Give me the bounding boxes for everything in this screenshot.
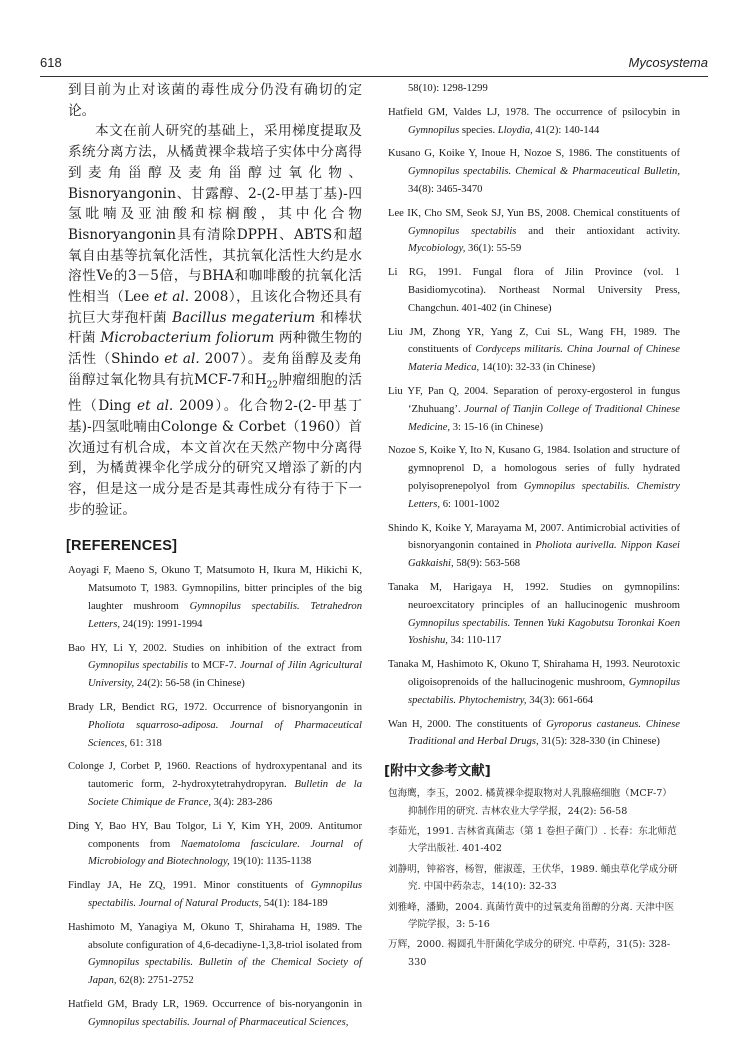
reference-item: Bao HY, Li Y, 2002. Studies on inhibition of the extract from Gymnopilus spectabilis to MCF-7. Journal of Jilin Agricultural University, 24(2): 56-58 (in Chinese) [68, 642, 362, 690]
reference-item: Hatfield GM, Valdes LJ, 1978. The occurrence of psilocybin in Gymnopilus species. Lloydia, 41(2): 140-144 [388, 106, 680, 136]
reference-item: Kusano G, Koike Y, Inoue H, Nozoe S, 1986. The constituents of Gymnopilus spectabilis. Chemical & Pharmaceutical Bulletin, 34(8): 3465-3470 [388, 148, 680, 195]
reference-item: Colonge J, Corbet P, 1960. Reactions of hydroxypentanal and its tautomeric form, 2-hydroxytetrahydropyran. Bulletin de la Societe Chimique de France, 3(4): 283-286 [68, 761, 363, 809]
reference-item: Brady LR, Bendict RG, 1972. Occurrence of bisnoryangonin in Pholiota squarroso-adiposa. Journal of Pharmaceutical Sciences, 61: 318 [68, 702, 362, 749]
reference-item: Nozoe S, Koike Y, Ito N, Kusano G, 1984. Isolation and structure of gymnoprenol D, a homologous series of fully hydrated polyisoprenepolyol from Gymnopilus spectabilis. Chemistry Letters, 6: 1001-1002 [388, 445, 680, 510]
reference-item: Hashimoto M, Yanagiya M, Okuno T, Shirahama H, 1989. The absolute configuration of 4,6-decadiyne-1,3,8-triol isolated from Gymnopilus spectabilis. Bulletin of the Chemical Society of Japan, 62(8): 2751-2752 [68, 921, 362, 987]
reference-item: Ding Y, Bao HY, Bau Tolgor, Li Y, Kim YH, 2009. Antitumor components from Naematoloma fasciculare. Journal of Microbiology and Biotechnology, 19(10): 1135-1138 [68, 820, 362, 868]
reference-item: Tanaka M, Harigaya H, 1992. Studies on gymnopilins: neuroexcitatory principles of an hallucinogenic mushroom Gymnopilus spectabilis. Tennen Yuki Kagobutsu Toronkai Koen Yoshishu, 34: 110-117 [388, 581, 680, 647]
reference-item: Li RG, 1991. Fungal flora of Jilin Province (vol. 1 Basidiomycotina). Northeast Normal University Press, Changchun. 401-402 (in Chinese) [388, 267, 680, 314]
chinese-reference-item: 刘静明，钟裕容，杨智，催淑莲，王伏华，1989. 蛹虫草化学成分研究. 中国中药杂志，14(10): 32-33 [388, 863, 678, 893]
reference-item: Hatfield GM, Brady LR, 1969. Occurrence of bis-noryangonin in Gymnopilus spectabilis. Journal of Pharmaceutical Sciences, [68, 999, 362, 1028]
journal-name: Mycosystema [628, 55, 708, 70]
reference-item: Findlay JA, He ZQ, 1991. Minor constituents of Gymnopilus spectabilis. Journal of Natural Products, 54(1): 184-189 [68, 880, 362, 910]
page-header [40, 54, 708, 77]
references-list-left [68, 562, 362, 1031]
reference-item: Lee IK, Cho SM, Seok SJ, Yun BS, 2008. Chemical constituents of Gymnopilus spectabilis and their antioxidant activity. Mycobiology, 36(1): 55-59 [388, 207, 680, 255]
reference-item: 58(10): 1298-1299 [408, 83, 488, 94]
reference-item: Tanaka M, Hashimoto K, Okuno T, Shirahama H, 1993. Neurotoxic oligoisoprenoids of the hallucinogenic mushroom, Gymnopilus spectabilis. Phytochemistry, 34(3): 661-664 [388, 659, 680, 706]
chinese-reference-item: 包海鹰，李玉，2002. 橘黄裸伞提取物对人乳腺癌细胞（MCF-7）抑制作用的研究. 吉林农业大学学报，24(2): 56-58 [388, 788, 672, 817]
page-number: 618 [40, 55, 62, 70]
chinese-reference-item: 万辉，2000. 褐圆孔牛肝菌化学成分的研究. 中草药，31(5): 328-330 [388, 939, 671, 968]
chinese-references-list [388, 785, 680, 971]
references-list-right [388, 80, 680, 751]
paragraph-2: 本文在前人研究的基础上，采用梯度提取及系统分离方法，从橘黄裸伞栽培子实体中分离得到麦角甾醇及麦角甾醇过氧化物、Bisnoryangonin、甘露醇、2-(2-甲基丁基)-四氢吡喃及亚油酸和棕榈酸，其中化合物Bisnoryangonin具有清除DPPH、ABTS和超氧自由基等抗氧化活性，其抗氧化活性大约是水溶性Ve的3－5倍，与BHA和咖啡酸的抗氧化活性相当（Lee et al. 2008），且该化合物还具有抗巨大芽孢杆菌 Bacillus megaterium 和棒状杆菌 Microbacterium foliorum 两种微生物的活性（Shindo et al. 2007）。麦角甾醇及麦角甾醇过氧化物具有抗MCF-7和$H_{22}$肿瘤细胞的活性（Ding et al. 2009）。化合物2-(2-甲基丁基)-四氢吡喃由Colonge & Corbet（1960）首次通过有机合成，本文首次在天然产物中分离得到，为橘黄裸伞化学成分的研究又增添了新的内容，但是这一成分是否是其毒性成分有待于下一步的验证。 [68, 123, 363, 518]
reference-item: Liu YF, Pan Q, 2004. Separation of peroxy-ergosterol in fungus ‘Zhuhuang’. Journal of Tianjin College of Traditional Chinese Medicine, 3: 15-16 (in Chinese) [388, 385, 680, 433]
chinese-reference-item: 刘雅峰，潘勤，2004. 真菌竹黄中的过氧麦角甾醇的分离. 天津中医学院学报，3: 5-16 [388, 901, 675, 930]
reference-item: Aoyagi F, Maeno S, Okuno T, Matsumoto H, Ikura M, Hikichi K, Matsumoto T, 1983. Gymnopilins, bitter principles of the big laughter mushroom Gymnopilus spectabilis. Tetrahedron Letters, 24(19): 1991-1994 [68, 565, 363, 630]
reference-item: Liu JM, Zhong YR, Yang Z, Cui SL, Wang FH, 1989. The constituents of Cordyceps militaris. China Journal of Chinese Materia Medica, 14(10): 32-33 (in Chinese) [388, 326, 680, 374]
chinese-references-heading: [附中文参考文献] [384, 763, 491, 780]
references-heading: [REFERENCES] [66, 538, 178, 555]
left-column [68, 80, 362, 1038]
reference-item: Wan H, 2000. The constituents of Gyroporus castaneus. Chinese Traditional and Herbal Drugs, 31(5): 328-330 (in Chinese) [388, 718, 681, 748]
paragraph-1: 到目前为止对该菌的毒性成分仍没有确切的定论。 [68, 82, 362, 119]
right-column [384, 80, 681, 974]
body-text [68, 80, 362, 520]
chinese-reference-item: 李茹光，1991. 吉林省真菌志（第 1 卷担子菌门）. 长春：东北师范大学出版社. 401-402 [388, 825, 677, 855]
reference-item: Shindo K, Koike Y, Marayama M, 2007. Antimicrobial activities of bisnoryangonin contained in Pholiota aurivella. Nippon Kasei Gakkaishi, 58(9): 563-568 [388, 522, 680, 570]
